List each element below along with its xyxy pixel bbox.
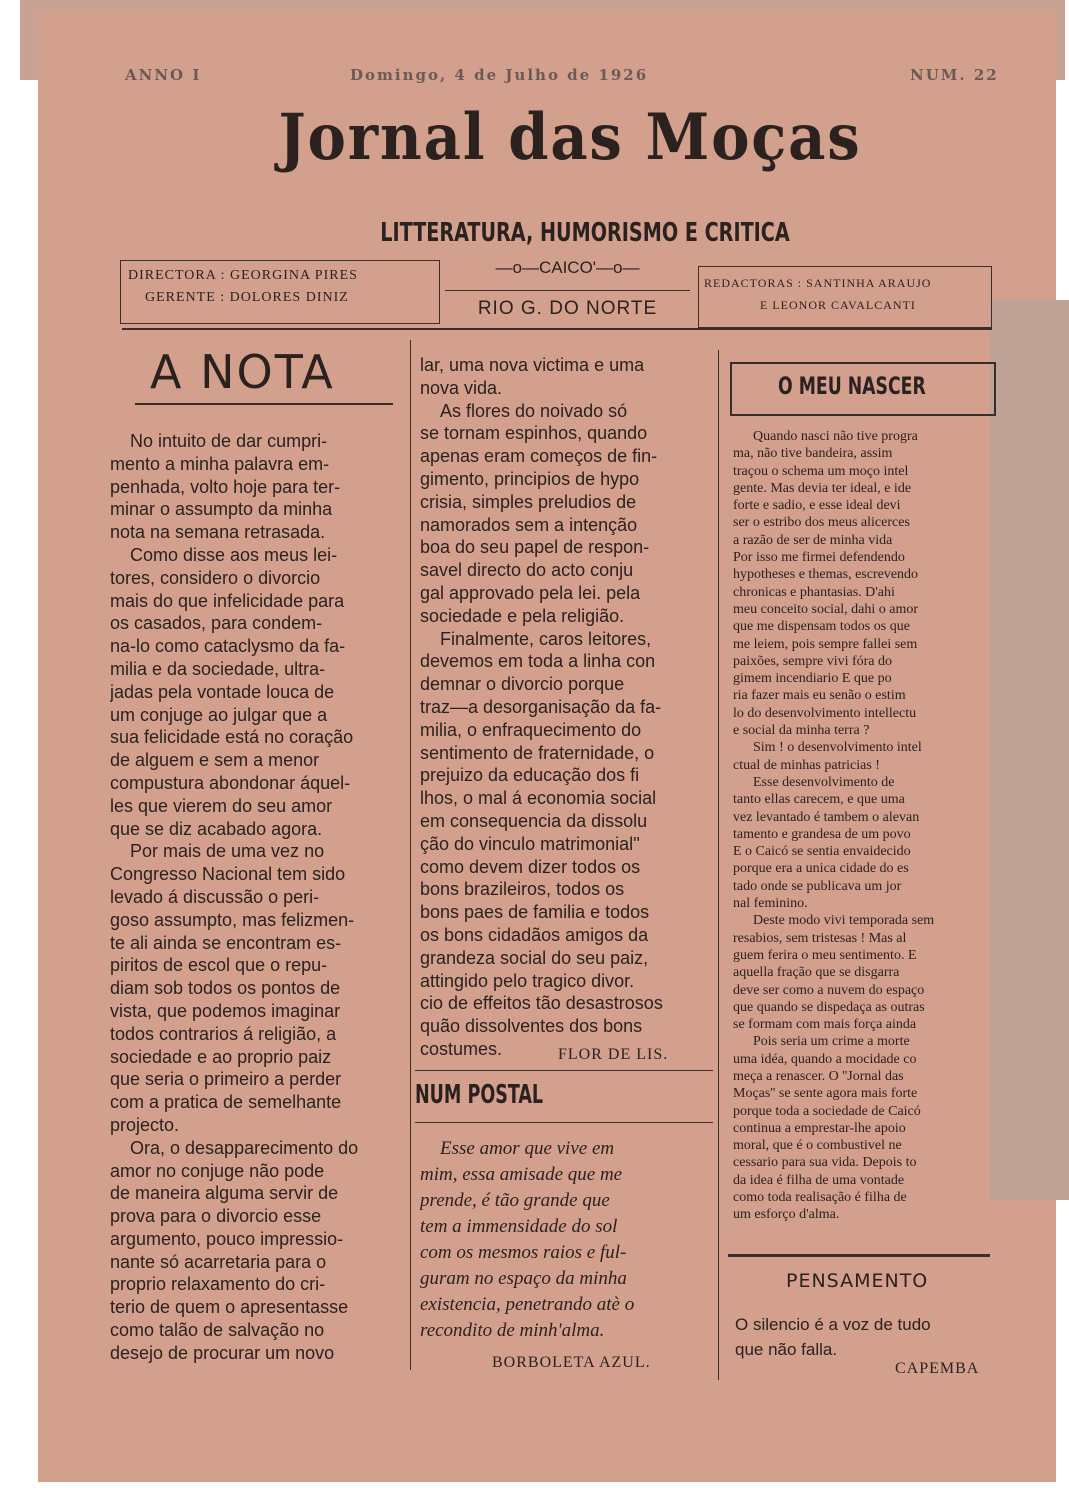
- text-line: que me dispensam todos os que: [733, 619, 910, 635]
- text-line: diam sob todos os pontos de: [110, 978, 341, 999]
- text-line: tamento e grandesa de um povo: [733, 826, 911, 842]
- text-line: nova vida.: [420, 377, 503, 398]
- text-line: com os mesmos raios e ful-: [420, 1242, 627, 1263]
- text-line: Por mais de uma vez no: [130, 841, 325, 862]
- redactoras-line1: REDACTORAS : SANTINHA ARAUJO: [704, 276, 932, 290]
- text-line: lo do desenvolvimento intellectu: [733, 705, 917, 721]
- text-line: mais do que infelicidade para: [110, 590, 345, 611]
- article-a-nota-continued: [420, 354, 712, 1061]
- postal-divider-bottom: [415, 1122, 713, 1123]
- text-line: Congresso Nacional tem sido: [110, 864, 346, 885]
- text-line: como devem dizer todos os: [420, 856, 641, 877]
- text-line: devemos em toda a linha con: [420, 651, 656, 672]
- issue-number: NUM. 22: [910, 66, 999, 84]
- text-line: vez levantado é tambem o alevan: [733, 809, 920, 825]
- text-line: lar, uma nova victima e uma: [420, 355, 645, 375]
- text-line: deve ser como a nuvem do espaço: [733, 982, 925, 998]
- text-line: sua felicidade está no coração: [110, 727, 354, 748]
- text-line: goso assumpto, mas felizmen-: [110, 909, 355, 930]
- text-line: desejo de procurar um novo: [110, 1342, 335, 1363]
- signature-borboleta-azul: BORBOLETA AZUL.: [492, 1354, 651, 1371]
- text-line: um conjuge ao julgar que a: [110, 704, 328, 725]
- directora-label: DIRECTORA : GEORGINA PIRES: [128, 268, 358, 283]
- text-line: Pois seria um crime a morte: [753, 1034, 910, 1050]
- text-line: paixões, sempre vivi fóra do: [733, 653, 893, 669]
- newspaper-title: Jornal das Moças: [278, 100, 862, 175]
- text-line: mim, essa amisade que me: [420, 1164, 623, 1185]
- text-line: boa do seu papel de respon-: [420, 537, 650, 558]
- text-line: argumento, pouco impressio-: [110, 1228, 344, 1249]
- text-line: hypotheses e themas, escrevendo: [733, 567, 919, 583]
- issue-date: Domingo, 4 de Julho de 1926: [350, 66, 649, 84]
- text-line: nal feminino.: [733, 896, 808, 912]
- text-line: continua a emprestar-lhe apoio: [733, 1120, 906, 1136]
- text-line: aquella fração que se disgarra: [733, 965, 900, 981]
- pensamento-divider: [728, 1254, 990, 1257]
- text-line: prejuizo da educação dos fi: [420, 765, 640, 786]
- text-line: ser o estribo dos meus alicerces: [733, 515, 910, 531]
- text-line: cio de effeitos tão desastrosos: [420, 993, 663, 1014]
- text-line: levado á discussão o peri-: [110, 886, 320, 907]
- newspaper-subtitle: LITTERATURA, HUMORISMO E CRITICA: [380, 218, 790, 248]
- text-line: gal approvado pela lei. pela: [420, 582, 641, 603]
- text-line: ria fazer mais eu senão o estim: [733, 688, 906, 704]
- text-line: a razão de ser de minha vida: [733, 532, 893, 548]
- text-line: porque era a unica cidade do es: [733, 861, 909, 877]
- text-line: de maneira alguma servir de: [110, 1183, 339, 1204]
- text-line: guram no espaço da minha: [420, 1268, 627, 1289]
- signature-capemba: CAPEMBA: [895, 1360, 980, 1377]
- state-label: RIO G. DO NORTE: [477, 298, 658, 319]
- text-line: que quando se dispedaça as outras: [733, 999, 925, 1015]
- text-line: vista, que podemos imaginar: [110, 1000, 341, 1021]
- text-line: forte e sadio, e esse ideal devi: [733, 498, 901, 514]
- text-line: em consequencia da dissolu: [420, 810, 648, 831]
- text-line: moral, que é o combustivel ne: [733, 1138, 902, 1154]
- text-line: Como disse aos meus lei-: [130, 544, 338, 565]
- text-line: como talão de salvação no: [110, 1320, 325, 1341]
- text-line: prova para o divorcio esse: [110, 1206, 322, 1227]
- text-line: les que vierem do seu amor: [110, 795, 333, 816]
- text-line: No intuito de dar cumpri-: [130, 431, 328, 451]
- text-line: savel directo do acto conju: [420, 560, 634, 581]
- city-divider: [445, 290, 690, 291]
- text-line: gente. Mas devia ter ideal, e ide: [733, 480, 912, 496]
- text-line: E o Caicó se sentia envaidecido: [733, 844, 911, 860]
- text-line: piritos de escol que o repu-: [110, 955, 328, 976]
- text-line: projecto.: [110, 1114, 180, 1135]
- text-line: sociedade e pela religião.: [420, 605, 625, 626]
- text-line: de alguem e sem a menor: [110, 750, 320, 771]
- text-line: guem ferira o meu sentimento. E: [733, 947, 917, 963]
- postal-text: [420, 1136, 710, 1344]
- text-line: demnar o divorcio porque: [420, 674, 625, 695]
- text-line: Ora, o desapparecimento do: [130, 1137, 359, 1158]
- text-line: penhada, volto hoje para ter-: [110, 476, 341, 497]
- text-line: proprio relaxamento do cri-: [110, 1274, 326, 1295]
- text-line: mento a minha palavra em-: [110, 453, 330, 474]
- text-line: traz—a desorganisação da fa-: [420, 696, 662, 717]
- text-line: Moças'' se sente agora mais forte: [733, 1086, 918, 1102]
- text-line: gimento, principios de hypo: [420, 468, 640, 489]
- text-line: porque toda a sociedade de Caicó: [733, 1103, 921, 1119]
- text-line: lhos, o mal á economia social: [420, 788, 657, 809]
- text-line: amor no conjuge não pode: [110, 1160, 325, 1181]
- text-line: te ali ainda se encontram es-: [110, 932, 342, 953]
- a-nota-underline: [135, 403, 393, 405]
- text-line: se formam com mais força ainda: [733, 1017, 917, 1033]
- text-line: traçou o schema um moço intel: [733, 463, 909, 479]
- article-o-meu-nascer: [733, 428, 991, 1224]
- text-line: sociedade e ao proprio paiz: [110, 1046, 332, 1067]
- text-line: bons brazileiros, todos os: [420, 879, 625, 900]
- text-line: milia, o enfraquecimento do: [420, 719, 642, 740]
- text-line: Quando nasci não tive progra: [753, 429, 918, 444]
- gerente-label: GERENTE : DOLORES DINIZ: [145, 290, 349, 305]
- volume-label: ANNO I: [125, 66, 202, 84]
- text-line: crisia, simples preludios de: [420, 491, 637, 512]
- column-rule-1: [410, 340, 411, 1370]
- text-line: quão dissolventes dos bons: [420, 1016, 643, 1037]
- text-line: ção do vinculo matrimonial'': [420, 833, 640, 854]
- text-line: com a pratica de semelhante: [110, 1092, 342, 1113]
- text-line: gimem incendiario E que po: [733, 671, 892, 687]
- text-line: cessario para sua vida. Depois to: [733, 1155, 917, 1171]
- text-line: apenas eram começos de fin-: [420, 446, 658, 467]
- text-line: chronicas e phantasias. D'ahi: [733, 584, 895, 600]
- text-line: meu conceito social, dahi o amor: [733, 601, 919, 617]
- text-line: minar o assumpto da minha: [110, 499, 333, 520]
- text-line: Esse desenvolvimento de: [753, 774, 895, 790]
- text-line: ctual de minhas patricias !: [733, 757, 880, 773]
- text-line: um esforço d'alma.: [733, 1207, 840, 1223]
- text-line: Finalmente, caros leitores,: [440, 628, 652, 649]
- text-line: tem a immensidade do sol: [420, 1216, 618, 1237]
- text-line: todos contrarios á religião, a: [110, 1023, 337, 1044]
- text-line: tado onde se publicava um jor: [733, 878, 902, 894]
- article-heading-o-meu-nascer: O MEU NASCER: [778, 372, 926, 400]
- text-line: bons paes de familia e todos: [420, 902, 650, 923]
- text-line: que não falla.: [735, 1340, 838, 1359]
- text-line: prende, é tão grande que: [420, 1190, 610, 1211]
- text-line: meça a renascer. O ''Jornal das: [733, 1068, 904, 1084]
- header-divider: [122, 328, 992, 330]
- text-line: grandeza social do seu paiz,: [420, 947, 649, 968]
- text-line: tanto ellas carecem, e que uma: [733, 792, 905, 808]
- city-label: —o—CAICO'—o—: [495, 258, 640, 277]
- article-heading-a-nota: A NOTA: [150, 345, 335, 399]
- text-line: As flores do noivado só: [440, 400, 628, 421]
- text-line: compustura abondonar áquel-: [110, 772, 351, 793]
- article-heading-pensamento: PENSAMENTO: [786, 1270, 929, 1292]
- text-line: Sim ! o desenvolvimento intel: [753, 740, 922, 756]
- text-line: que se diz acabado agora.: [110, 818, 323, 839]
- text-line: Por isso me firmei defendendo: [733, 550, 905, 566]
- text-line: os bons cidadãos amigos da: [420, 924, 649, 945]
- text-line: ma, não tive bandeira, assim: [733, 446, 893, 462]
- text-line: e social da minha terra ?: [733, 723, 870, 739]
- text-line: na-lo como cataclysmo da fa-: [110, 636, 346, 657]
- text-line: me leiem, pois sempre fallei sem: [733, 636, 918, 652]
- text-line: milia e da sociedade, ultra-: [110, 658, 326, 679]
- text-line: tores, considero o divorcio: [110, 567, 321, 588]
- column-rule-2: [718, 350, 719, 1380]
- text-line: uma idéa, quando a mocidade co: [733, 1051, 917, 1067]
- text-line: Esse amor que vive em: [440, 1138, 615, 1159]
- signature-flor-de-lis: FLOR DE LIS.: [558, 1046, 669, 1063]
- pensamento-text: [735, 1312, 997, 1362]
- text-line: como toda realisação é filha de: [733, 1190, 907, 1206]
- text-line: resabios, sem tristesas ! Mas al: [733, 930, 907, 946]
- text-line: namorados sem a intenção: [420, 514, 638, 535]
- text-line: recondito de minh'alma.: [420, 1320, 605, 1341]
- article-a-nota: [110, 430, 406, 1365]
- text-line: attingido pelo tragico divor.: [420, 970, 635, 991]
- text-line: que seria o primeiro a perder: [110, 1069, 342, 1090]
- text-line: nante só acarretaria para o: [110, 1251, 327, 1272]
- text-line: existencia, penetrando atè o: [420, 1294, 635, 1315]
- text-line: O silencio é a voz de tudo: [735, 1315, 931, 1334]
- article-heading-num-postal: NUM POSTAL: [415, 1080, 544, 1110]
- text-line: os casados, para condem-: [110, 613, 323, 634]
- text-line: da idea é filha de uma vontade: [733, 1172, 905, 1188]
- text-line: se tornam espinhos, quando: [420, 423, 648, 444]
- text-line: costumes.: [420, 1038, 503, 1059]
- text-line: Deste modo vivi temporada sem: [753, 913, 935, 929]
- text-line: terio de quem o apresentasse: [110, 1297, 349, 1318]
- postal-divider-top: [415, 1070, 713, 1071]
- redactoras-line2: E LEONOR CAVALCANTI: [760, 298, 916, 312]
- text-line: jadas pela vontade louca de: [110, 681, 335, 702]
- text-line: sentimento de fraternidade, o: [420, 742, 655, 763]
- text-line: nota na semana retrasada.: [110, 522, 326, 543]
